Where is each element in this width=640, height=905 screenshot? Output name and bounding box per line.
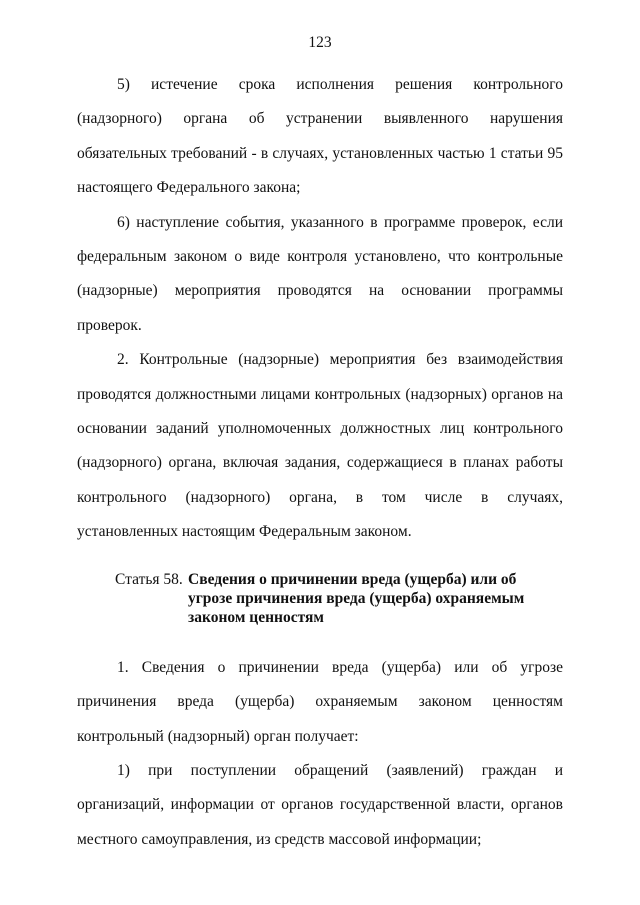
document-body — [77, 68, 563, 857]
paragraph-part-2: 2. Контрольные (надзорные) мероприятия без взаимодействия проводятся должностными лицами контрольных (надзорных) органов на основании заданий уполномоченных должностных лиц контрольного (надзорного) органа, включая задания, содержащиеся в планах работы контрольного (надзорного) органа, в том числе в случаях, установленных настоящим Федеральным законом. — [77, 351, 563, 541]
paragraph-item-1: 1) при поступлении обращений (заявлений) граждан и организаций, информации от органов государственной власти, органов местного самоуправления, из средств массовой информации; — [77, 761, 563, 848]
article-label: Статья 58. — [115, 570, 183, 588]
paragraph-part-1: 1. Сведения о причинении вреда (ущерба) или об угрозе причинения вреда (ущерба) охраняемым законом ценностям контрольный (надзорный) орган получает: — [77, 658, 563, 745]
paragraph-item-5: 5) истечение срока исполнения решения контрольного (надзорного) органа об устранении выявленного нарушения обязательных требований - в случаях, установленных частью 1 статьи 95 настоящего Федерального закона; — [77, 76, 563, 197]
page-number: 123 — [308, 34, 332, 51]
paragraph-item-6: 6) наступление события, указанного в программе проверок, если федеральным законом о виде контроля установлено, что контрольные (надзорные) мероприятия проводятся на основании программы проверок. — [77, 213, 563, 334]
article-heading — [77, 570, 563, 627]
article-title: Сведения о причинении вреда (ущерба) или об угрозе причинения вреда (ущерба) охраняемым законом ценностям — [188, 570, 525, 626]
